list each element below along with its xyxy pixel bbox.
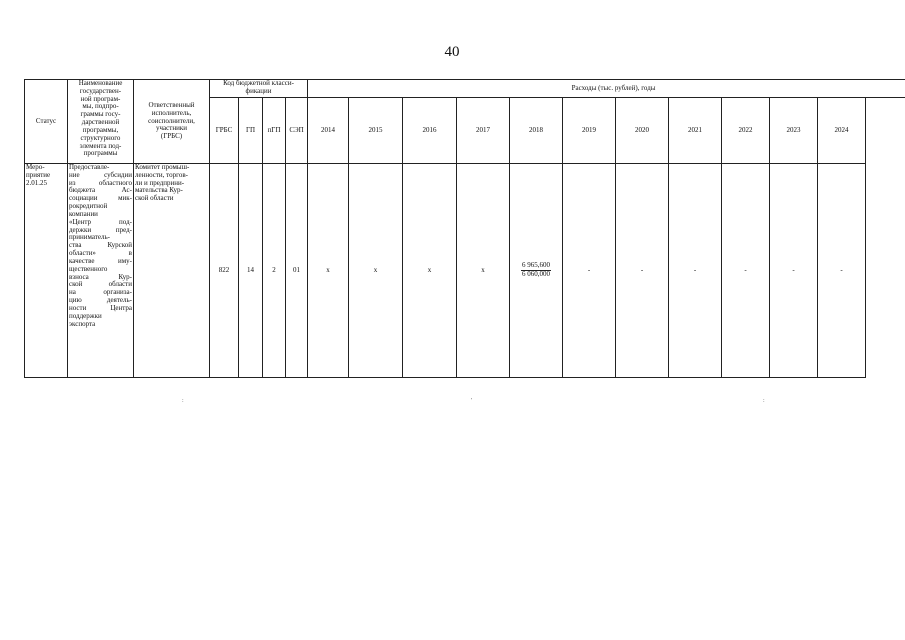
header-year-2017: 2017	[457, 98, 510, 164]
row-value-2016: х	[403, 164, 457, 378]
header-year-2014: 2014	[308, 98, 349, 164]
budget-table	[24, 79, 905, 378]
row-code-gp: 14	[239, 164, 263, 378]
row-value-2020: -	[616, 164, 669, 378]
row-value-2022: -	[722, 164, 770, 378]
header-code-sep: СЭП	[286, 98, 308, 164]
header-year-2018: 2018	[510, 98, 563, 164]
row-value-2015: х	[349, 164, 403, 378]
row-code-pgp: 2	[263, 164, 286, 378]
header-code-gp: ГП	[239, 98, 263, 164]
amount-line-1: 6 965,600	[522, 261, 550, 270]
row-value-2014: х	[308, 164, 349, 378]
scan-mark-center: '	[471, 398, 473, 404]
header-responsible: Ответственный исполнитель, соисполнители, участники (ГРБС)	[134, 80, 210, 164]
header-name: Наименование государствен- ной програм- мы, подпро- граммы госу- дарственной программы, структурного элемента под- программы	[68, 80, 134, 164]
row-value-2018	[510, 164, 563, 378]
header-year-2021: 2021	[669, 98, 722, 164]
row-code-sep: 01	[286, 164, 308, 378]
scan-mark-left: :	[182, 398, 184, 404]
header-code-grbs: ГРБС	[210, 98, 239, 164]
header-year-2022: 2022	[722, 98, 770, 164]
row-value-2024: -	[818, 164, 866, 378]
header-expenses-group: Расходы (тыс. рублей), годы	[308, 80, 905, 98]
header-year-2019: 2019	[563, 98, 616, 164]
header-year-2024: 2024	[818, 98, 866, 164]
header-year-2015: 2015	[349, 98, 403, 164]
amount-fraction	[521, 262, 551, 279]
table-row	[25, 164, 905, 378]
header-code-pgp: пГП	[263, 98, 286, 164]
header-year-2020: 2020	[616, 98, 669, 164]
header-year-2016: 2016	[403, 98, 457, 164]
page-number: 40	[444, 44, 460, 60]
row-code-grbs: 822	[210, 164, 239, 378]
row-responsible: Комитет промыш- ленности, торгов- ли и предприни- мательства Кур- ской области	[134, 164, 210, 378]
amount-line-2: 6 060,000	[522, 270, 550, 278]
row-value-2021: -	[669, 164, 722, 378]
header-year-2023: 2023	[770, 98, 818, 164]
row-value-2017: х	[457, 164, 510, 378]
row-status: Меро- приятие 2.01.25	[25, 164, 68, 378]
scan-mark-right: :	[763, 398, 765, 404]
row-name: Предоставле- ние субсидии из областного бюджета Ас- социации мик- рокредитной компании «Центр под- держки пред- приниматель- ства Курской области» в качестве иму- щественного взноса Кур- ской области на организа- цию деятель- ности Центра поддержки экспорта	[68, 164, 134, 378]
row-value-2019: -	[563, 164, 616, 378]
row-value-2023: -	[770, 164, 818, 378]
header-code-group: Код бюджетной класси- фикации	[210, 80, 308, 98]
header-status: Статус	[25, 80, 68, 164]
